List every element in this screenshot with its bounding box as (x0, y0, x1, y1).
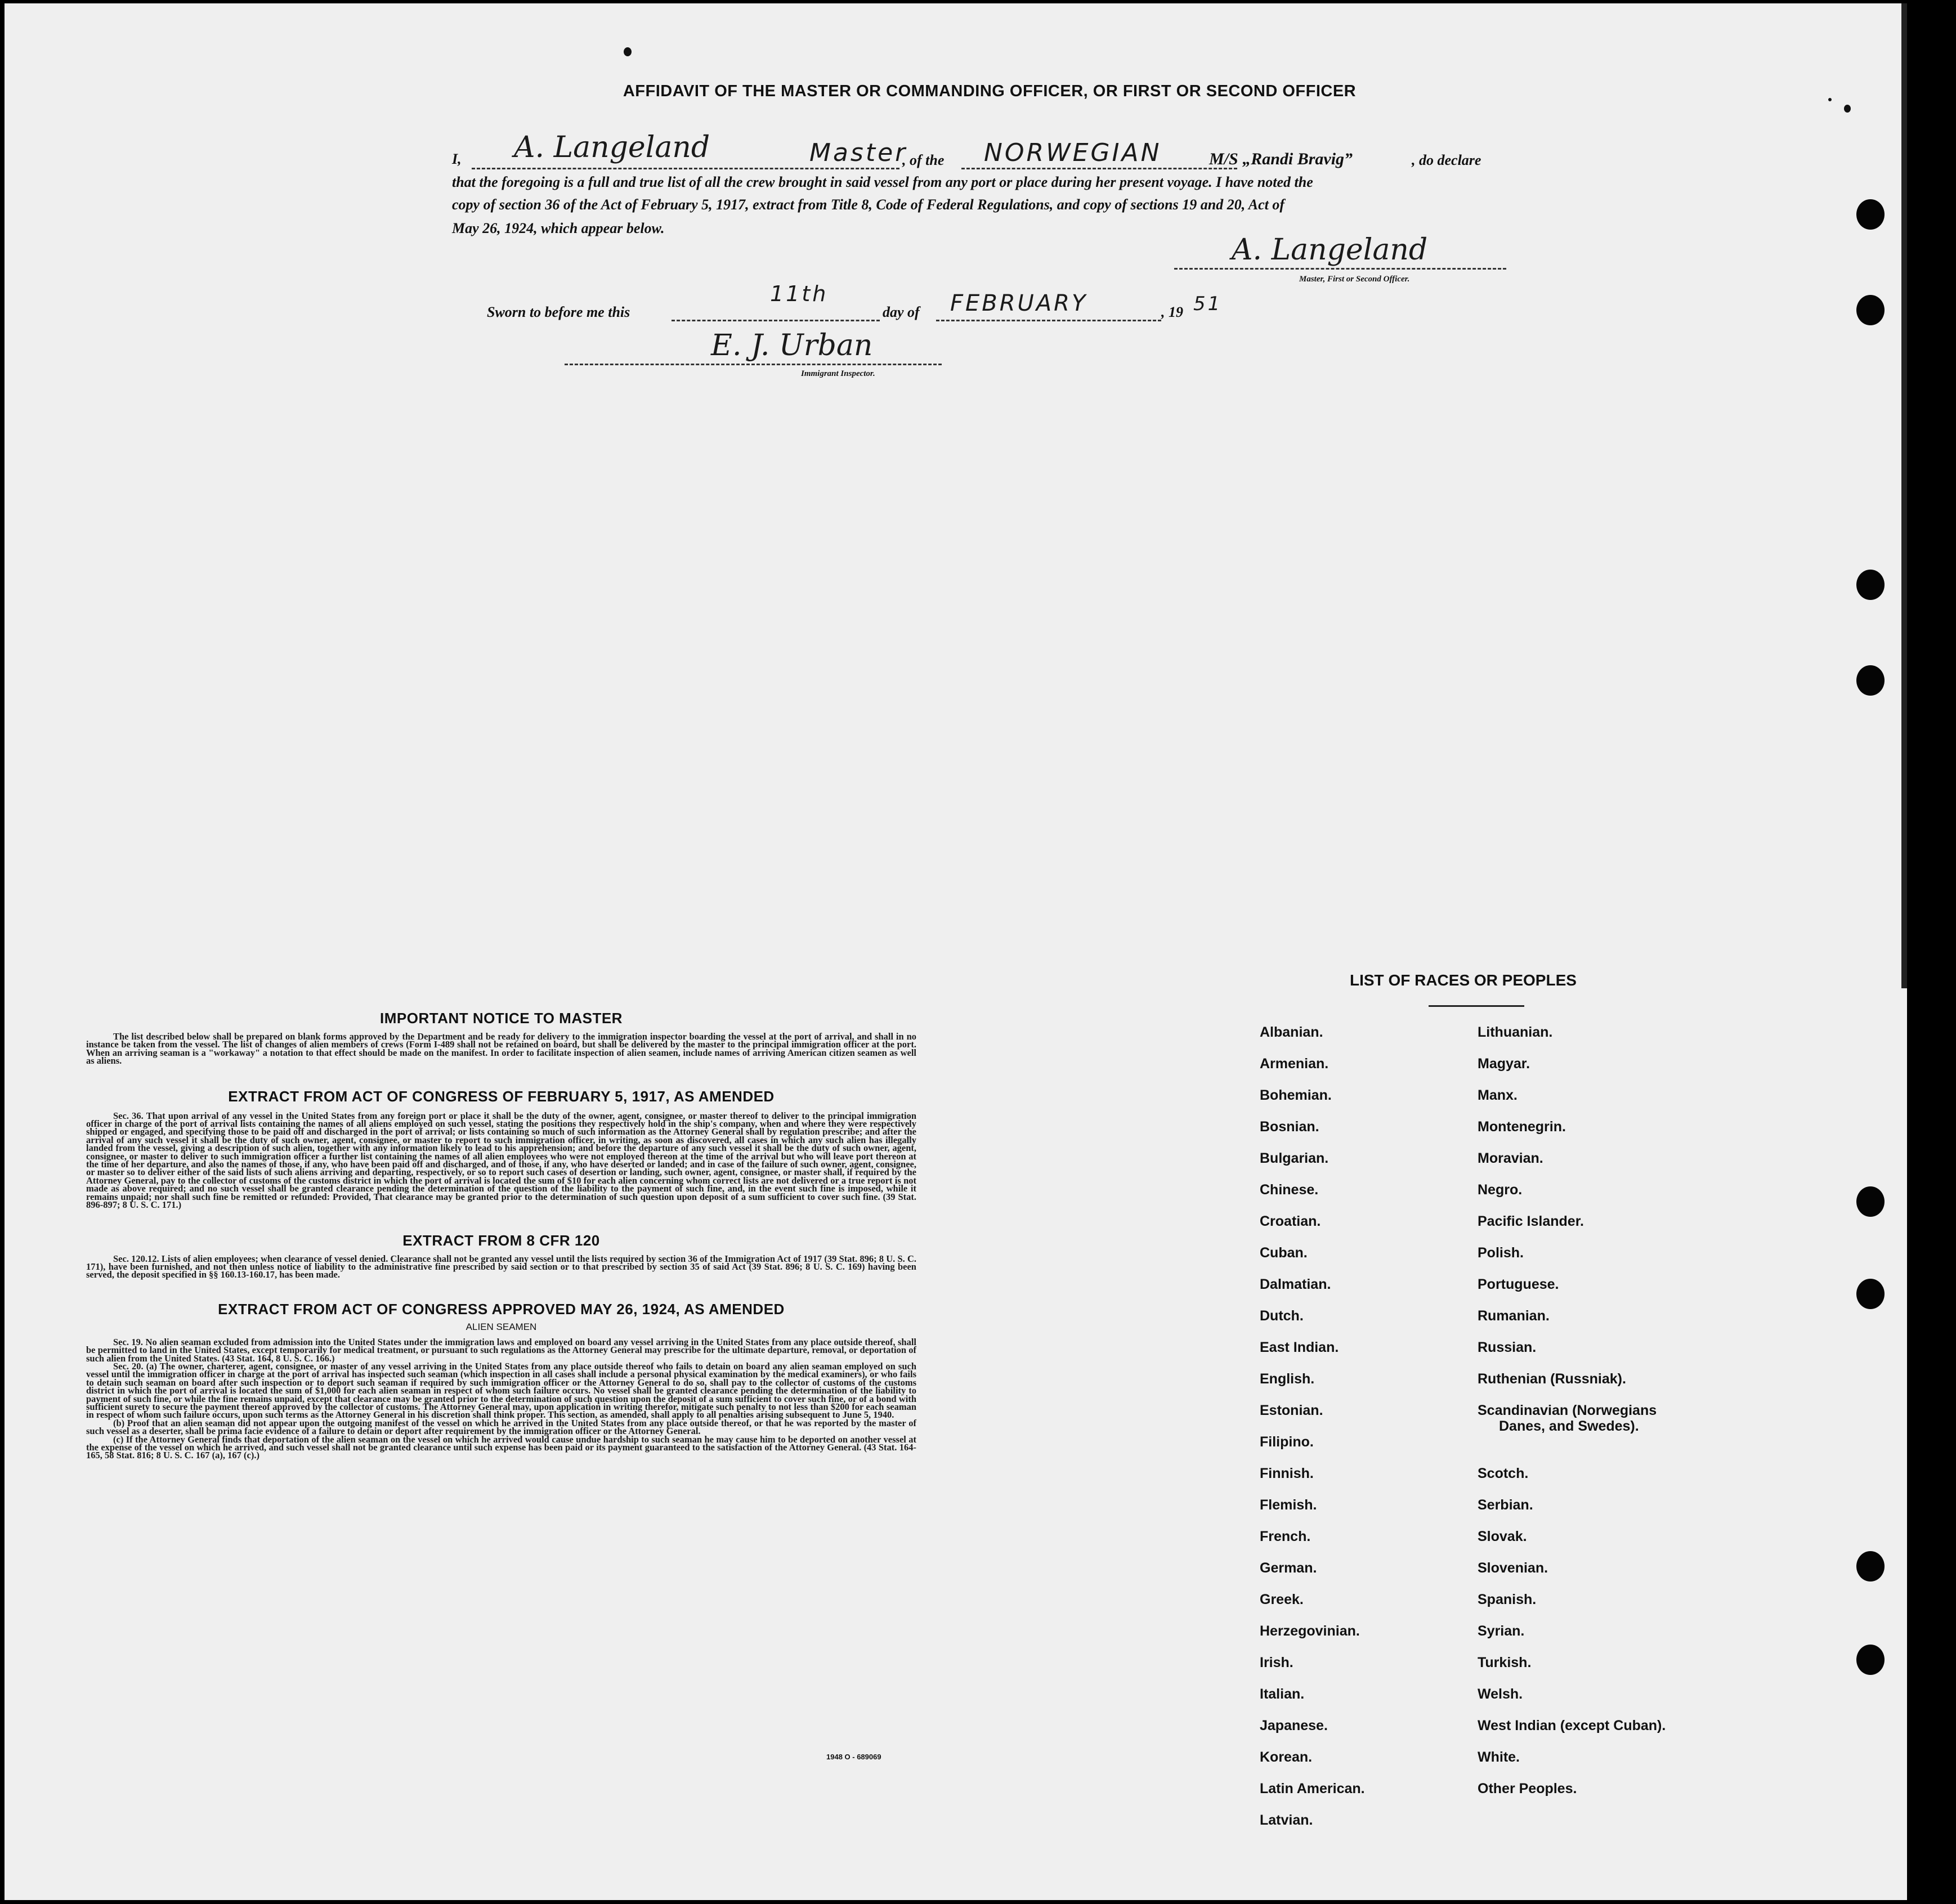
race-item: Negro. (1478, 1182, 1523, 1198)
race-item: Korean. (1260, 1749, 1313, 1765)
race-item: Danes, and Swedes). (1499, 1418, 1639, 1434)
print-code: 1948 O - 689069 (826, 1753, 881, 1761)
race-item: Flemish. (1260, 1497, 1317, 1513)
affidavit-line-3: copy of section 36 of the Act of February 5, 1917, extract from Title 8, Code of Federal Regulations, and copy of sections 19 and 20, Act of (452, 196, 1284, 213)
race-item: Slovak. (1478, 1529, 1527, 1544)
of-the-label: , of the (902, 152, 945, 168)
race-item: French. (1260, 1529, 1311, 1544)
race-item: Portuguese. (1478, 1276, 1559, 1292)
punch-hole (1856, 1186, 1885, 1217)
master-name-line (472, 168, 899, 169)
punch-hole (1856, 1645, 1885, 1675)
sec20a-text: Sec. 20. (a) The owner, charterer, agent, consignee, or master of any vessel arriving in the United States from any place outside thereof who fails to detain on board any alien seaman employed on such vessel until the immigration officer in charge at the port of arrival has inspected such seaman (which inspection in all cases shall include a personal physical examination by the medical examiners), or who fails to detain such seaman on board after such inspection or to deport such seaman if required by such immigration officer or the Attorney General to do so, shall pay to the collector of customs of the customs district in which the port of arrival is located the sum of $1,000 for each alien seaman in respect of whom such failure occurs. No vessel shall be granted clearance pending the determination of the liability to payment of such fine, or while the fine remains unpaid, except that clearance may be granted prior to the determination of such question upon the deposit of a sum sufficient to cover such fine, or of a bond with sufficient surety to secure the payment thereof approved by the collector of customs. The Attorney General may, upon application in writing therefor, mitigate such penalty to not less than $200 for each seaman in respect of whom such failure occurs, upon such terms as the Attorney General in his discretion shall think proper. This section, as amended, shall apply to all penalties arising subsequent to June 5, 1940. (86, 1360, 916, 1421)
page-edge-shadow (1901, 3, 1907, 988)
race-item: Chinese. (1260, 1182, 1319, 1198)
race-item: Estonian. (1260, 1403, 1323, 1418)
sworn-day-line (672, 320, 880, 321)
race-item: Welsh. (1478, 1686, 1523, 1702)
race-item: Latvian. (1260, 1812, 1313, 1828)
punch-hole (1856, 665, 1885, 696)
race-item: Serbian. (1478, 1497, 1533, 1513)
affidavit-line-4: May 26, 1924, which appear below. (452, 220, 665, 236)
extract-1924-title: EXTRACT FROM ACT OF CONGRESS APPROVED MAY 26, 1924, AS AMENDED (218, 1300, 785, 1318)
sec20b-text: (b) Proof that an alien seaman did not appear upon the outgoing manifest of the vessel on which he arrived in the United States from any place outside thereof, or that he was reported by the master of such vessel as a deserter, shall be prima facie evidence of a failure to detain or deport after requirement by the immigration officer or the Attorney General. (86, 1417, 916, 1437)
sworn-year-prefix: , 19 (1161, 304, 1183, 320)
extract-cfr-text: Sec. 120.12. Lists of alien employees; when clearance of vessel denied. Clearance shall not be granted any vessel until the lists required by section 36 of the Immigration Act of 1917 (39 Stat. 896; 8 U. S. C. 171), have been furnished, and not then unless notice of liability to the administrative fine prescribed by said section or to that prescribed by section 35 of said Act (39 Stat. 896; 8 U. S. C. 169) having been served, the deposit specified in §§ 160.13-160.17, has been made. (86, 1253, 916, 1280)
race-item: West Indian (except Cuban). (1478, 1718, 1666, 1733)
race-item: Russian. (1478, 1339, 1537, 1355)
form-page (5, 3, 1907, 1900)
race-item: Syrian. (1478, 1623, 1525, 1639)
vessel-name: M/S „Randi Bravig” (1209, 150, 1353, 168)
inspector-caption: Immigrant Inspector. (801, 369, 875, 378)
inspector-signature-line (565, 364, 942, 365)
race-item: Turkish. (1478, 1655, 1532, 1670)
alien-seamen-subtitle: ALIEN SEAMEN (465, 1321, 537, 1332)
race-item: Bulgarian. (1260, 1150, 1329, 1166)
legal-section (86, 1010, 916, 1460)
race-item: Slovenian. (1478, 1560, 1548, 1576)
ink-speck (624, 47, 632, 56)
punch-hole (1856, 570, 1885, 600)
punch-hole (1856, 295, 1885, 325)
affidavit-line-2: that the foregoing is a full and true list of all the crew brought in said vessel from any port or place during her present voyage. I have noted the (452, 174, 1313, 190)
races-title: LIST OF RACES OR PEOPLES (1350, 971, 1577, 989)
sec19-text: Sec. 19. No alien seaman excluded from admission into the United States under the immigration laws and employed on board any vessel arriving in the United States from any place outside thereof, shall be permitted to land in the United States, except temporarily for medical treatment, or pursuant to such regulations as the Attorney General may prescribe for the ultimate departure, removal, or deportation of such alien from the United States. (43 Stat. 164, 8 U. S. C. 166.) (86, 1336, 916, 1364)
race-item: Cuban. (1260, 1245, 1308, 1261)
sworn-month-line (936, 320, 1161, 321)
notice-text: The list described below shall be prepared on blank forms approved by the Department and be ready for delivery to the immigration inspector boarding the vessel at the port of arrival, and shall in no instance be taken from the vessel. The list of changes of alien members of crews (Form I-489 shall not be retained on board, but shall be delivered by the master to the principal immigration officer at the port. When an arriving seaman is a "workaway" a notation to that effect should be made on the manifest. In order to facilitate inspection of alien seamen, include names of arriving American citizen seamen as well as aliens. (86, 1031, 916, 1067)
day-of-label: day of (883, 304, 920, 320)
officer-caption: Master, First or Second Officer. (1299, 275, 1410, 284)
race-item: Rumanian. (1478, 1308, 1550, 1324)
master-rank: Master (809, 138, 908, 167)
nationality: NORWEGIAN (984, 138, 1162, 167)
race-item: Spanish. (1478, 1592, 1537, 1607)
race-item: Latin American. (1260, 1781, 1365, 1797)
race-item: Polish. (1478, 1245, 1524, 1261)
race-item: Montenegrin. (1478, 1119, 1566, 1135)
race-item: Irish. (1260, 1655, 1293, 1670)
punch-hole (1856, 1551, 1885, 1582)
race-item: Croatian. (1260, 1213, 1321, 1229)
race-item: Scotch. (1478, 1466, 1529, 1481)
sec20c-text: (c) If the Attorney General finds that deportation of the alien seaman on the vessel on which he arrived would cause undue hardship to such seaman he may cause him to be deported on another vessel at the expense of the vessel on which he arrived, and such vessel shall not be granted clearance until such expense has been paid or its payment guaranteed to the satisfaction of the Attorney General. (43 Stat. 164-165, 58 Stat. 816; 8 U. S. C. 167 (a), 167 (c).) (86, 1433, 916, 1461)
master-signature: A. Langeland (514, 131, 710, 164)
race-item: East Indian. (1260, 1339, 1339, 1355)
race-item: Armenian. (1260, 1056, 1329, 1072)
sworn-year: 51 (1193, 293, 1223, 315)
punch-hole (1856, 1279, 1885, 1309)
officer-signature: A. Langeland (1232, 233, 1428, 267)
race-item: Pacific Islander. (1478, 1213, 1584, 1229)
nationality-line (961, 168, 1237, 169)
sworn-month: FEBRUARY (950, 290, 1088, 316)
affidavit-pronoun: I, (452, 151, 462, 167)
race-item: Magyar. (1478, 1056, 1530, 1072)
affidavit-title: AFFIDAVIT OF THE MASTER OR COMMANDING OFFICER, OR FIRST OR SECOND OFFICER (623, 82, 1357, 100)
race-item: Manx. (1478, 1087, 1518, 1103)
declare-label: , do declare (1412, 152, 1481, 168)
officer-signature-line (1174, 268, 1506, 270)
race-item: Finnish. (1260, 1466, 1314, 1481)
race-item: Greek. (1260, 1592, 1304, 1607)
race-item: Italian. (1260, 1686, 1305, 1702)
extract-1917-title: EXTRACT FROM ACT OF CONGRESS OF FEBRUARY 5, 1917, AS AMENDED (228, 1087, 775, 1105)
race-item: Other Peoples. (1478, 1781, 1577, 1797)
race-item: English. (1260, 1371, 1315, 1387)
race-item: Filipino. (1260, 1434, 1314, 1450)
inspector-signature: E. J. Urban (711, 329, 873, 362)
race-item: Dutch. (1260, 1308, 1304, 1324)
punch-hole (1856, 199, 1885, 230)
race-item: Japanese. (1260, 1718, 1328, 1733)
race-item: Albanian. (1260, 1024, 1323, 1040)
race-item: Scandinavian (Norwegians (1478, 1403, 1657, 1418)
races-title-rule (1429, 1005, 1524, 1007)
race-item: Herzegovinian. (1260, 1623, 1360, 1639)
race-item: German. (1260, 1560, 1317, 1576)
race-item: Ruthenian (Russniak). (1478, 1371, 1626, 1387)
notice-title: IMPORTANT NOTICE TO MASTER (380, 1010, 623, 1027)
sworn-prefix: Sworn to before me this (487, 304, 630, 320)
race-item: Lithuanian. (1478, 1024, 1553, 1040)
sworn-day: 11th (770, 281, 829, 306)
race-item: Dalmatian. (1260, 1276, 1331, 1292)
race-item: Moravian. (1478, 1150, 1543, 1166)
ink-speck (1844, 105, 1851, 113)
race-item: Bosnian. (1260, 1119, 1319, 1135)
race-item: Bohemian. (1260, 1087, 1332, 1103)
extract-cfr-title: EXTRACT FROM 8 CFR 120 (402, 1231, 600, 1249)
extract-1917-text: Sec. 36. That upon arrival of any vessel in the United States from any foreign port or place it shall be the duty of the owner, agent, consignee, or master thereof to deliver to the principal immigration officer in charge of the port of arrival lists containing the names of all aliens employed on such vessel, stating the positions they respectively hold in the ship's company, when and where they were respectively shipped or engaged, and specifying those to be paid off and discharged in the port of arrival; or lists containing so much of such information as the Attorney General shall by regulation prescribe; and after the arrival of any such vessel it shall be the duty of such owner, agent, consignee, or master to report to such immigration officer, in writing, as soon as discovered, all cases in which any such alien has illegally landed from the vessel, giving a description of such alien, together with any information likely to lead to his apprehension; and before the departure of any such vessel it shall be the duty of such owner, agent, consignee, or master to deliver to such immigration officer a further list containing the names of all alien employees who were not employed thereon at the time of the arrival but who will leave port thereon at the time of her departure, and also the names of those, if any, who have been paid off and discharged, and of those, if any, who have deserted or landed; and in case of the failure of such owner, agent, consignee, or master so to deliver either of the said lists of such aliens arriving and departing, respectively, or so to report such cases of desertion or landing, such owner, agent, consignee, or master shall, if required by the Attorney General, pay to the collector of customs of the customs district in which the port of arrival is located the sum of $10 for each alien concerning whom correct lists are not delivered or a true report is not made as above required; and no such vessel shall be granted clearance pending the determination of the question of the liability to the payment of such fine, and, in the event such fine is imposed, while it remains unpaid; nor shall such fine be remitted or refunded: Provided, That clearance may be granted prior to the determination of such question upon deposit of a sum sufficient to cover such fine. (39 Stat. 896-897; 8 U. S. C. 171.) (86, 1110, 916, 1211)
race-item: White. (1478, 1749, 1520, 1765)
